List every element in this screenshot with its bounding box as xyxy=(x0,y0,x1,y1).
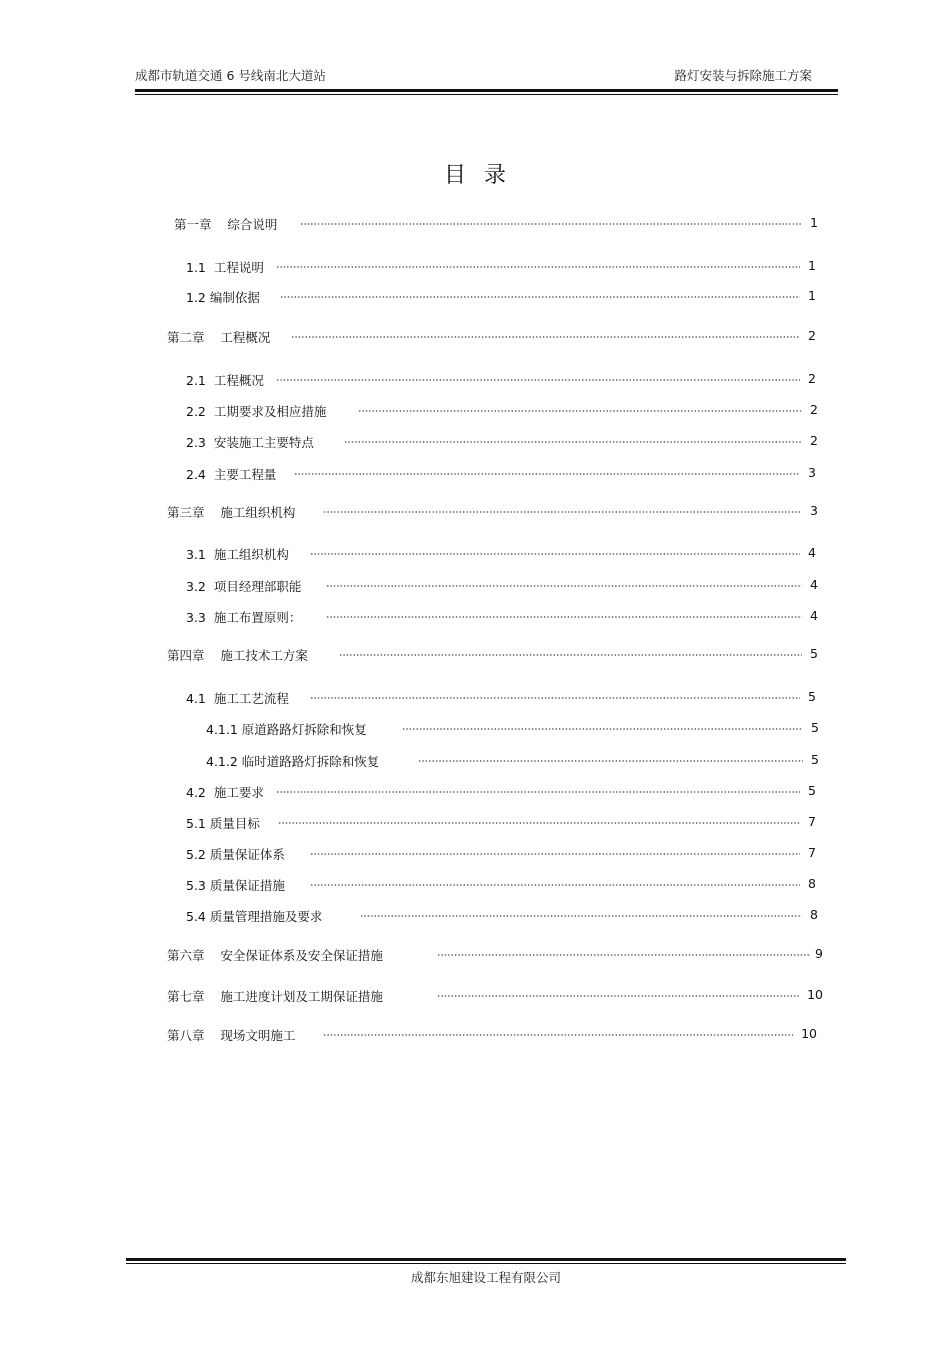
toc-entry-page: 2 xyxy=(808,371,816,386)
footer-rule-thick xyxy=(126,1258,846,1261)
toc-entry[interactable] xyxy=(186,402,818,420)
toc-entry-label: 第一章 综合说明 xyxy=(174,217,278,232)
toc-entry[interactable] xyxy=(167,646,818,664)
toc-entry-page: 5 xyxy=(810,646,818,661)
toc-entry-label: 3.3 施工布置原则： xyxy=(186,610,302,625)
toc-entry[interactable] xyxy=(186,371,816,389)
toc-entry-label: 3.2 项目经理部职能 xyxy=(186,579,302,594)
toc-entry-label: 第七章 施工进度计划及工期保证措施 xyxy=(167,989,383,1004)
toc-entry-page: 5 xyxy=(811,720,819,735)
toc-entry-label: 4.2 施工要求 xyxy=(186,785,264,800)
footer-rule-thin xyxy=(126,1263,846,1264)
toc-entry-page: 8 xyxy=(808,876,816,891)
page-header xyxy=(135,62,838,98)
toc-entry-label: 2.2 工期要求及相应措施 xyxy=(186,404,327,419)
toc-leader-dots xyxy=(344,439,802,443)
toc-entry-page: 10 xyxy=(807,987,823,1002)
toc-leader-dots xyxy=(300,221,802,225)
toc-entry[interactable] xyxy=(186,608,818,626)
toc-entry-label: 3.1 施工组织机构 xyxy=(186,547,289,562)
toc-entry[interactable] xyxy=(167,946,823,964)
toc-entry-label: 第三章 施工组织机构 xyxy=(167,505,296,520)
toc-leader-dots xyxy=(339,652,802,656)
toc-entry[interactable] xyxy=(186,288,816,306)
toc-entry-label: 1.2 编制依据 xyxy=(186,290,260,305)
toc-entry[interactable] xyxy=(167,503,818,521)
toc-entry[interactable] xyxy=(186,577,818,595)
toc-leader-dots xyxy=(280,294,800,298)
toc-entry-page: 1 xyxy=(808,258,816,273)
toc-leader-dots xyxy=(437,993,799,997)
toc-entry[interactable] xyxy=(186,783,816,801)
toc-entry-label: 2.3 安装施工主要特点 xyxy=(186,435,314,450)
toc-entry-label: 5.2 质量保证体系 xyxy=(186,847,285,862)
toc-leader-dots xyxy=(323,1032,793,1036)
toc-entry-page: 2 xyxy=(810,433,818,448)
toc-entry-label: 4.1.2 临时道路路灯拆除和恢复 xyxy=(206,754,380,769)
toc-entry-page: 4 xyxy=(810,577,818,592)
toc-leader-dots xyxy=(323,509,802,513)
toc-entry-page: 7 xyxy=(808,845,816,860)
toc-leader-dots xyxy=(294,471,800,475)
toc-leader-dots xyxy=(310,695,800,699)
toc-entry-page: 3 xyxy=(810,503,818,518)
toc-entry-label: 第八章 现场文明施工 xyxy=(167,1028,296,1043)
toc-leader-dots xyxy=(402,726,803,730)
toc-leader-dots xyxy=(276,264,800,268)
toc-leader-dots xyxy=(276,789,800,793)
toc-entry-page: 5 xyxy=(808,783,816,798)
toc-entry[interactable] xyxy=(167,1026,817,1044)
toc-entry[interactable] xyxy=(186,433,818,451)
page-footer xyxy=(126,1258,846,1298)
toc-entry[interactable] xyxy=(186,876,816,894)
toc-entry-page: 5 xyxy=(808,689,816,704)
toc-entry[interactable] xyxy=(206,720,819,738)
toc-entry[interactable] xyxy=(186,689,816,707)
toc-leader-dots xyxy=(360,913,802,917)
toc-entry[interactable] xyxy=(186,465,816,483)
toc-entry-label: 第六章 安全保证体系及安全保证措施 xyxy=(167,948,383,963)
toc-entry-page: 4 xyxy=(808,545,816,560)
toc-entry-label: 4.1.1 原道路路灯拆除和恢复 xyxy=(206,722,367,737)
toc-entry[interactable] xyxy=(167,987,823,1005)
toc-entry-label: 5.1 质量目标 xyxy=(186,816,260,831)
toc-entry-page: 2 xyxy=(810,402,818,417)
toc-leader-dots xyxy=(326,583,802,587)
toc-entry[interactable] xyxy=(186,814,816,832)
toc-entry[interactable] xyxy=(186,907,818,925)
toc-entry[interactable] xyxy=(186,258,816,276)
header-rule-thin xyxy=(135,94,838,95)
toc-leader-dots xyxy=(418,758,803,762)
toc-entry-page: 4 xyxy=(810,608,818,623)
toc-leader-dots xyxy=(278,820,800,824)
toc-entry-label: 5.3 质量保证措施 xyxy=(186,878,285,893)
toc-entry[interactable] xyxy=(186,545,816,563)
toc-entry-label: 2.4 主要工程量 xyxy=(186,467,277,482)
toc-entry[interactable] xyxy=(186,845,816,863)
toc-leader-dots xyxy=(276,377,800,381)
header-project-name: 成都市轨道交通 6 号线南北大道站 xyxy=(135,68,326,83)
header-document-title: 路灯安装与拆除施工方案 xyxy=(674,68,812,83)
header-rule-thick xyxy=(135,89,838,92)
toc-entry-label: 4.1 施工工艺流程 xyxy=(186,691,289,706)
toc-entry-page: 9 xyxy=(815,946,823,961)
toc-entry-page: 5 xyxy=(811,752,819,767)
toc-entry-label: 2.1 工程概况 xyxy=(186,373,264,388)
toc-entry-page: 2 xyxy=(808,328,816,343)
toc-leader-dots xyxy=(291,334,800,338)
toc-entry-label: 第二章 工程概况 xyxy=(167,330,271,345)
toc-leader-dots xyxy=(310,882,800,886)
toc-entry[interactable] xyxy=(174,215,818,233)
toc-entry-label: 第四章 施工技术工方案 xyxy=(167,648,308,663)
toc-entry-label: 1.1 工程说明 xyxy=(186,260,264,275)
toc-entry-page: 10 xyxy=(801,1026,817,1041)
toc-leader-dots xyxy=(310,851,800,855)
toc-entry[interactable] xyxy=(167,328,816,346)
toc-entry-page: 1 xyxy=(808,288,816,303)
toc-entry-page: 1 xyxy=(810,215,818,230)
toc-title: 目录 xyxy=(443,163,524,188)
toc-entry-page: 7 xyxy=(808,814,816,829)
toc-leader-dots xyxy=(310,551,800,555)
toc-entry-page: 3 xyxy=(808,465,816,480)
footer-company-name: 成都东旭建设工程有限公司 xyxy=(410,1270,561,1285)
toc-leader-dots xyxy=(437,952,809,956)
toc-leader-dots xyxy=(358,408,802,412)
toc-entry-label: 5.4 质量管理措施及要求 xyxy=(186,909,323,924)
toc-entry[interactable] xyxy=(206,752,819,770)
toc-leader-dots xyxy=(326,614,802,618)
toc-entry-page: 8 xyxy=(810,907,818,922)
